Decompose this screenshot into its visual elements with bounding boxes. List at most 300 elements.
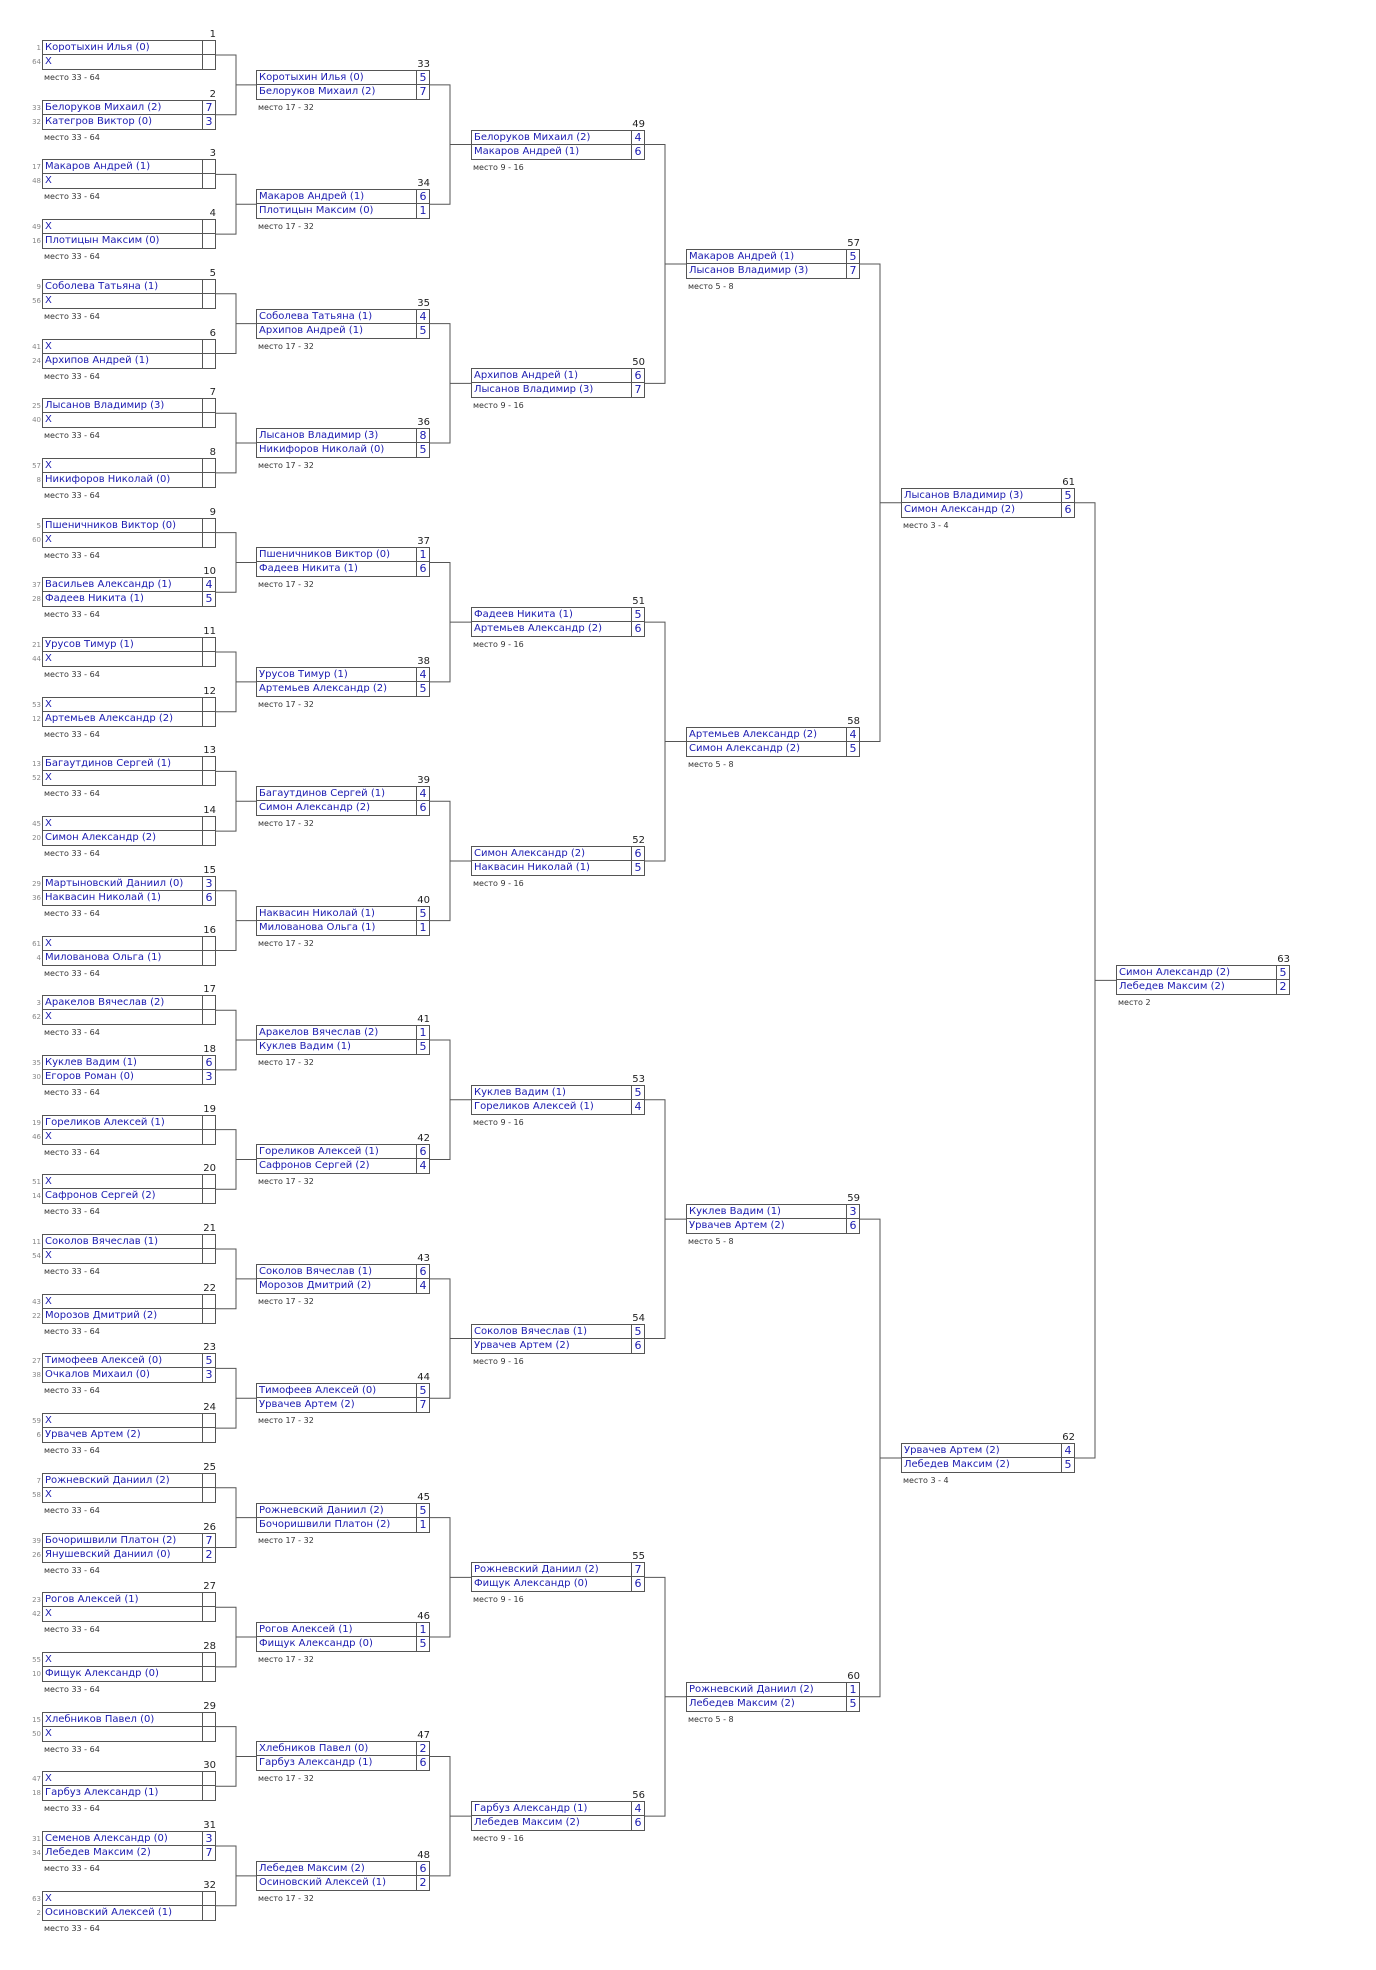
- player-row[interactable]: [32, 890, 216, 906]
- player-row[interactable]: [256, 1503, 430, 1518]
- player-name-link[interactable]: Урусов Тимур (1): [259, 668, 348, 680]
- player-row[interactable]: [32, 1607, 216, 1622]
- player-name-link[interactable]: Осиновский Алексей (1): [45, 1906, 173, 1918]
- player-score: 6: [202, 1055, 215, 1070]
- player-row[interactable]: [36, 279, 216, 294]
- player-name-link[interactable]: Морозов Дмитрий (2): [259, 1279, 372, 1291]
- player-row[interactable]: [471, 1100, 645, 1115]
- player-row[interactable]: [1116, 980, 1290, 995]
- player-name-link[interactable]: Наквасин Николай (1): [474, 861, 590, 873]
- player-name-link[interactable]: Белоруков Михаил (2): [45, 101, 162, 113]
- player-name-link[interactable]: X: [45, 653, 52, 664]
- place-range-label: место 33 - 64: [44, 1267, 100, 1276]
- player-row[interactable]: [32, 234, 216, 249]
- player-name-link[interactable]: Рожневский Даниил (2): [474, 1564, 599, 1576]
- player-row[interactable]: [32, 1727, 216, 1742]
- player-name-link[interactable]: Соколов Вячеслав (1): [45, 1236, 159, 1247]
- player-name-link[interactable]: Симон Александр (2): [689, 742, 801, 754]
- player-name-link[interactable]: Соболева Татьяна (1): [45, 280, 159, 292]
- player-row[interactable]: [32, 1891, 216, 1906]
- player-name-link[interactable]: Симон Александр (2): [259, 802, 371, 814]
- player-row[interactable]: [32, 413, 216, 428]
- player-name-link[interactable]: Бочоришвили Платон (2): [45, 1534, 177, 1546]
- player-name-link[interactable]: Рожневский Даниил (2): [259, 1504, 384, 1516]
- player-name-link[interactable]: Симон Александр (2): [45, 832, 157, 844]
- player-row[interactable]: [686, 727, 860, 742]
- player-name-link[interactable]: Белоруков Михаил (2): [259, 85, 376, 97]
- player-row[interactable]: [256, 1756, 430, 1771]
- player-row[interactable]: [686, 249, 860, 264]
- player-name-link[interactable]: Макаров Андрей (1): [45, 161, 151, 173]
- player-row[interactable]: [256, 428, 430, 443]
- player-name-link[interactable]: Категров Виктор (0): [45, 115, 153, 127]
- player-row[interactable]: [36, 1906, 216, 1921]
- player-name-link[interactable]: Бочоришвили Платон (2): [259, 1518, 391, 1530]
- seed-number: 40: [32, 416, 41, 425]
- player-row[interactable]: [32, 1309, 216, 1324]
- player-row[interactable]: [256, 204, 430, 219]
- player-row[interactable]: [901, 1443, 1075, 1458]
- connector-38: [216, 652, 256, 712]
- player-name-link[interactable]: Артемьев Александр (2): [689, 728, 818, 740]
- player-name-link[interactable]: Лебедев Максим (2): [45, 1847, 151, 1858]
- player-name-link[interactable]: Соболева Татьяна (1): [259, 310, 373, 322]
- player-name-link[interactable]: X: [45, 414, 52, 426]
- player-row[interactable]: [256, 921, 430, 936]
- seed-number: 31: [32, 1835, 41, 1843]
- player-name-link[interactable]: X: [45, 1250, 52, 1261]
- player-score: 1: [416, 1025, 429, 1040]
- player-row[interactable]: [471, 1577, 645, 1592]
- player-row[interactable]: [256, 906, 430, 921]
- match-18: [32, 1043, 216, 1097]
- player-name-link[interactable]: Васильев Александр (1): [45, 579, 172, 591]
- seed-number: 23: [32, 1596, 41, 1605]
- player-row[interactable]: [32, 1592, 216, 1607]
- player-name-link[interactable]: Архипов Андрей (1): [474, 370, 578, 382]
- player-name-link[interactable]: Лысанов Владимир (3): [474, 384, 594, 396]
- player-row[interactable]: [36, 1473, 216, 1488]
- player-row[interactable]: [256, 1622, 430, 1637]
- player-name-link[interactable]: Урвачев Артем (2): [45, 1429, 141, 1441]
- place-range-label: место 33 - 64: [44, 968, 100, 978]
- player-name-link[interactable]: X: [45, 56, 52, 67]
- player-row[interactable]: [32, 100, 216, 115]
- player-name-link[interactable]: X: [45, 1295, 52, 1307]
- player-row[interactable]: [471, 368, 645, 383]
- player-row[interactable]: [256, 1264, 430, 1279]
- match-number: 48: [417, 1849, 430, 1861]
- player-name-link[interactable]: Лысанов Владимир (3): [689, 264, 809, 276]
- player-name-link[interactable]: Гореликов Алексей (1): [474, 1100, 594, 1112]
- player-name-link[interactable]: Наквасин Николай (1): [45, 891, 161, 903]
- player-score: 6: [416, 1755, 429, 1770]
- player-row[interactable]: [471, 622, 645, 637]
- player-name-link[interactable]: Фадеев Никита (1): [474, 609, 573, 621]
- player-name-link[interactable]: Янушевский Даниил (0): [45, 1548, 171, 1560]
- player-name-link[interactable]: X: [45, 459, 52, 471]
- player-score: 5: [416, 681, 429, 696]
- player-name-link[interactable]: Лысанов Владимир (3): [904, 489, 1024, 501]
- player-name-link[interactable]: Куклев Вадим (1): [474, 1086, 566, 1098]
- match-15: [32, 864, 216, 918]
- seed-number: 43: [32, 1297, 41, 1306]
- player-name-link[interactable]: Соколов Вячеслав (1): [474, 1325, 588, 1337]
- player-row[interactable]: [36, 40, 216, 55]
- player-row[interactable]: [32, 458, 216, 473]
- seed-number: 55: [32, 1655, 41, 1664]
- player-name-link[interactable]: Макаров Андрей (1): [259, 191, 365, 203]
- player-row[interactable]: [256, 443, 430, 458]
- player-score: [202, 54, 215, 69]
- player-name-link[interactable]: Рожневский Даниил (2): [45, 1474, 170, 1486]
- player-row[interactable]: [32, 398, 216, 413]
- match-number: 35: [417, 297, 430, 309]
- player-row[interactable]: [256, 1876, 430, 1891]
- player-row[interactable]: [471, 130, 645, 145]
- connector-33: [216, 55, 256, 115]
- player-name-link[interactable]: Фищук Александр (0): [474, 1578, 588, 1590]
- seed-number: 44: [32, 655, 41, 663]
- player-row[interactable]: [32, 1712, 216, 1727]
- player-row[interactable]: [32, 1652, 216, 1667]
- player-row[interactable]: [32, 697, 216, 712]
- player-name-link[interactable]: Симон Александр (2): [1119, 967, 1231, 979]
- player-name-link[interactable]: X: [45, 1415, 52, 1427]
- player-name-link[interactable]: X: [45, 221, 52, 233]
- player-name-link[interactable]: Очкалов Михаил (0): [45, 1369, 150, 1381]
- player-name-link[interactable]: X: [45, 818, 52, 830]
- player-row[interactable]: [36, 473, 216, 488]
- player-row[interactable]: [36, 518, 216, 533]
- player-name-link[interactable]: Осиновский Алексей (1): [259, 1876, 387, 1888]
- player-row[interactable]: [32, 1189, 216, 1204]
- player-name-link[interactable]: Наквасин Николай (1): [259, 907, 375, 919]
- player-score: 5: [416, 442, 429, 457]
- player-row[interactable]: [36, 1428, 216, 1443]
- player-name-link[interactable]: X: [45, 1130, 52, 1142]
- place-range-label: место 33 - 64: [44, 1326, 100, 1336]
- player-row[interactable]: [256, 324, 430, 339]
- player-name-link[interactable]: Архипов Андрей (1): [45, 354, 149, 366]
- player-row[interactable]: [471, 846, 645, 861]
- match-28: [32, 1640, 216, 1694]
- player-name-link[interactable]: Лебедев Максим (2): [1119, 981, 1225, 993]
- player-name-link[interactable]: X: [45, 698, 52, 710]
- player-row[interactable]: [32, 1010, 216, 1025]
- match-number: 25: [203, 1461, 216, 1473]
- player-score: 5: [1061, 1457, 1074, 1472]
- player-row[interactable]: [901, 1458, 1075, 1473]
- player-name-link[interactable]: X: [45, 1653, 52, 1665]
- player-row[interactable]: [32, 816, 216, 831]
- player-row[interactable]: [256, 189, 430, 204]
- player-name-link[interactable]: Гореликов Алексей (1): [259, 1146, 379, 1158]
- player-row[interactable]: [901, 503, 1075, 518]
- player-name-link[interactable]: Симон Александр (2): [904, 503, 1016, 515]
- player-row[interactable]: [32, 831, 216, 846]
- player-name-link[interactable]: Соколов Вячеслав (1): [259, 1265, 373, 1277]
- match-38: [256, 655, 430, 709]
- player-row[interactable]: [32, 1055, 216, 1070]
- player-name-link[interactable]: Урусов Тимур (1): [45, 639, 134, 650]
- player-name-link[interactable]: Лебедев Максим (2): [904, 1458, 1010, 1470]
- player-row[interactable]: [256, 1518, 430, 1533]
- player-name-link[interactable]: Артемьев Александр (2): [45, 712, 174, 724]
- player-name-link[interactable]: Пшеничников Виктор (0): [45, 519, 177, 531]
- player-row[interactable]: [471, 383, 645, 398]
- player-row[interactable]: [256, 1383, 430, 1398]
- match-40: [256, 894, 430, 948]
- player-name-link[interactable]: Хлебников Павел (0): [45, 1713, 155, 1725]
- player-name-link[interactable]: Коротыхин Илья (0): [259, 71, 364, 83]
- connector-46: [216, 1607, 256, 1667]
- player-name-link[interactable]: Артемьев Александр (2): [474, 623, 603, 635]
- player-row[interactable]: [32, 1115, 216, 1130]
- player-name-link[interactable]: Егоров Роман (0): [45, 1070, 134, 1082]
- player-row[interactable]: [256, 562, 430, 577]
- seed-number: 59: [32, 1417, 41, 1426]
- player-row[interactable]: [32, 1234, 216, 1249]
- player-row[interactable]: [32, 712, 216, 727]
- player-row[interactable]: [256, 682, 430, 697]
- player-name-link[interactable]: Макаров Андрей (1): [474, 145, 580, 157]
- player-row[interactable]: [32, 1488, 216, 1503]
- match-number: 20: [203, 1163, 216, 1175]
- player-row[interactable]: [686, 1697, 860, 1712]
- player-score: [202, 159, 215, 174]
- player-row[interactable]: [256, 1040, 430, 1055]
- player-name-link[interactable]: Рожневский Даниил (2): [689, 1683, 814, 1695]
- player-name-link[interactable]: Лебедев Максим (2): [259, 1862, 365, 1874]
- player-row[interactable]: [686, 1204, 860, 1219]
- player-name-link[interactable]: Симон Александр (2): [474, 847, 586, 859]
- player-row[interactable]: [32, 1831, 216, 1846]
- player-row[interactable]: [256, 85, 430, 100]
- player-row[interactable]: [256, 70, 430, 85]
- player-name-link[interactable]: X: [45, 1892, 52, 1904]
- player-name-link[interactable]: Морозов Дмитрий (2): [45, 1309, 158, 1321]
- place-range-label: место 9 - 16: [473, 878, 524, 888]
- player-row[interactable]: [32, 936, 216, 951]
- player-row[interactable]: [256, 667, 430, 682]
- player-row[interactable]: [32, 1846, 216, 1861]
- player-row[interactable]: [32, 1069, 216, 1085]
- player-row[interactable]: [32, 1771, 216, 1786]
- player-name-link[interactable]: Фищук Александр (0): [45, 1667, 159, 1679]
- player-name-link[interactable]: Куклев Вадим (1): [689, 1206, 781, 1218]
- player-name-link[interactable]: Никифоров Николай (0): [259, 444, 385, 456]
- player-name-link[interactable]: Коротыхин Илья (0): [45, 42, 150, 53]
- player-name-link[interactable]: Куклев Вадим (1): [45, 1056, 137, 1068]
- player-score: [202, 1666, 215, 1681]
- player-name-link[interactable]: Плотицын Максим (0): [45, 235, 160, 247]
- player-name-link[interactable]: Пшеничников Виктор (0): [259, 549, 391, 561]
- player-row[interactable]: [32, 1353, 216, 1368]
- player-name-link[interactable]: Урвачев Артем (2): [689, 1220, 785, 1232]
- player-name-link[interactable]: Макаров Андрей (1): [689, 250, 795, 262]
- seed-number: 24: [32, 356, 41, 365]
- player-row[interactable]: [686, 1682, 860, 1697]
- player-score: [202, 1473, 215, 1488]
- player-name-link[interactable]: Тимофеев Алексей (0): [45, 1355, 163, 1367]
- player-name-link[interactable]: X: [45, 175, 52, 187]
- match-62: [901, 1431, 1075, 1485]
- player-row[interactable]: [32, 756, 216, 771]
- player-row[interactable]: [36, 995, 216, 1010]
- player-row[interactable]: [471, 1816, 645, 1831]
- player-name-link[interactable]: X: [45, 294, 52, 306]
- player-row[interactable]: [686, 1219, 860, 1234]
- player-row[interactable]: [471, 1339, 645, 1354]
- player-name-link[interactable]: Милованова Ольга (1): [259, 921, 376, 933]
- player-name-link[interactable]: X: [45, 772, 52, 784]
- match-number: 34: [417, 178, 430, 190]
- player-row[interactable]: [471, 1801, 645, 1816]
- player-row[interactable]: [32, 339, 216, 354]
- player-row[interactable]: [256, 1025, 430, 1040]
- player-name-link[interactable]: Семенов Александр (0): [45, 1833, 168, 1844]
- player-name-link[interactable]: X: [45, 340, 52, 352]
- connector-54: [430, 1279, 471, 1398]
- match-16: [32, 924, 216, 978]
- player-row[interactable]: [256, 1637, 430, 1652]
- player-name-link[interactable]: Никифоров Николай (0): [45, 473, 171, 485]
- player-name-link[interactable]: Урвачев Артем (2): [474, 1339, 570, 1351]
- player-name-link[interactable]: Лысанов Владимир (3): [259, 430, 379, 442]
- player-row[interactable]: [32, 1294, 216, 1309]
- player-row[interactable]: [256, 547, 430, 562]
- player-name-link[interactable]: Рогов Алексей (1): [45, 1594, 139, 1606]
- player-name-link[interactable]: Рогов Алексей (1): [259, 1624, 353, 1636]
- player-score: 6: [416, 800, 429, 815]
- player-row[interactable]: [471, 145, 645, 160]
- connector-60: [645, 1577, 686, 1816]
- player-row[interactable]: [32, 354, 216, 369]
- player-row[interactable]: [32, 1130, 216, 1145]
- player-name-link[interactable]: Лебедев Максим (2): [689, 1697, 795, 1709]
- player-row[interactable]: [32, 1249, 216, 1264]
- player-name-link[interactable]: Урвачев Артем (2): [259, 1399, 355, 1411]
- player-name-link[interactable]: X: [45, 1773, 52, 1785]
- player-name-link[interactable]: Белоруков Михаил (2): [474, 131, 591, 143]
- player-name-link[interactable]: Сафронов Сергей (2): [45, 1190, 156, 1202]
- player-row[interactable]: [32, 1547, 216, 1563]
- player-name-link[interactable]: X: [45, 1176, 52, 1188]
- player-row[interactable]: [36, 951, 216, 966]
- player-row[interactable]: [256, 1279, 430, 1294]
- player-row[interactable]: [256, 1159, 430, 1174]
- player-name-link[interactable]: Фадеев Никита (1): [45, 593, 144, 605]
- player-name-link[interactable]: Лысанов Владимир (3): [45, 400, 165, 412]
- player-name-link[interactable]: Багаутдинов Сергей (1): [259, 788, 385, 800]
- player-name-link[interactable]: Гарбуз Александр (1): [474, 1803, 588, 1815]
- player-row[interactable]: [32, 55, 216, 70]
- player-row[interactable]: [471, 1085, 645, 1100]
- player-row[interactable]: [686, 742, 860, 757]
- player-row[interactable]: [256, 801, 430, 816]
- player-row[interactable]: [32, 637, 216, 652]
- player-name-link[interactable]: Куклев Вадим (1): [259, 1041, 351, 1053]
- player-name-link[interactable]: Урвачев Артем (2): [904, 1444, 1000, 1456]
- player-row[interactable]: [32, 577, 216, 592]
- player-row[interactable]: [32, 652, 216, 667]
- player-name-link[interactable]: Багаутдинов Сергей (1): [45, 758, 171, 770]
- place-range-label: место 33 - 64: [44, 132, 100, 142]
- player-row[interactable]: [256, 1398, 430, 1413]
- player-row[interactable]: [32, 114, 216, 130]
- player-row[interactable]: [256, 1144, 430, 1159]
- player-row[interactable]: [256, 786, 430, 801]
- player-score: [202, 995, 215, 1010]
- player-name-link[interactable]: Артемьев Александр (2): [259, 682, 388, 694]
- player-name-link[interactable]: Мартыновский Даниил (0): [45, 877, 184, 889]
- player-row[interactable]: [32, 219, 216, 234]
- player-row[interactable]: [256, 1741, 430, 1756]
- player-row[interactable]: [32, 1533, 216, 1548]
- player-row[interactable]: [901, 488, 1075, 503]
- player-row[interactable]: [32, 1368, 216, 1383]
- player-row[interactable]: [32, 1174, 216, 1189]
- player-name-link[interactable]: Лебедев Максим (2): [474, 1817, 580, 1829]
- player-row[interactable]: [256, 1861, 430, 1876]
- player-name-link[interactable]: Хлебников Павел (0): [259, 1743, 369, 1755]
- player-row[interactable]: [256, 309, 430, 324]
- player-score: 3: [202, 1831, 215, 1846]
- player-row[interactable]: [471, 1324, 645, 1339]
- player-name-link[interactable]: Аракелов Вячеслав (2): [259, 1027, 379, 1039]
- player-row[interactable]: [471, 1562, 645, 1577]
- player-row[interactable]: [32, 771, 216, 786]
- player-name-link[interactable]: Фадеев Никита (1): [259, 563, 358, 575]
- player-row[interactable]: [471, 607, 645, 622]
- player-name-link[interactable]: X: [45, 533, 52, 545]
- player-row[interactable]: [32, 533, 216, 548]
- seed-number: 21: [32, 641, 41, 649]
- player-name-link[interactable]: Фищук Александр (0): [259, 1638, 373, 1650]
- player-name-link[interactable]: X: [45, 1727, 52, 1739]
- player-name-link[interactable]: Милованова Ольга (1): [45, 951, 162, 963]
- player-row[interactable]: [686, 264, 860, 279]
- player-name-link[interactable]: X: [45, 1488, 52, 1500]
- match-number: 63: [1277, 954, 1290, 966]
- player-name-link[interactable]: Архипов Андрей (1): [259, 324, 363, 336]
- player-row[interactable]: [32, 159, 216, 174]
- player-row[interactable]: [1116, 965, 1290, 980]
- player-name-link[interactable]: Гореликов Алексей (1): [45, 1116, 165, 1128]
- player-row[interactable]: [32, 294, 216, 309]
- player-row[interactable]: [32, 592, 216, 607]
- player-name-link[interactable]: X: [45, 1011, 52, 1023]
- player-name-link[interactable]: Гарбуз Александр (1): [45, 1787, 159, 1799]
- player-row[interactable]: [32, 1667, 216, 1682]
- player-name-link[interactable]: Плотицын Максим (0): [259, 205, 374, 217]
- match-number: 6: [209, 327, 216, 339]
- player-row[interactable]: [32, 876, 216, 891]
- player-name-link[interactable]: Гарбуз Александр (1): [259, 1757, 373, 1769]
- player-row[interactable]: [471, 861, 645, 876]
- player-name-link[interactable]: X: [45, 1608, 52, 1620]
- player-name-link[interactable]: Аракелов Вячеслав (2): [45, 997, 165, 1009]
- player-name-link[interactable]: Сафронов Сергей (2): [259, 1160, 370, 1172]
- player-row[interactable]: [32, 174, 216, 189]
- player-row[interactable]: [32, 1786, 216, 1801]
- player-name-link[interactable]: X: [45, 937, 52, 949]
- player-name-link[interactable]: Тимофеев Алексей (0): [259, 1385, 377, 1397]
- connector-40: [216, 891, 256, 951]
- match-number: 32: [203, 1879, 216, 1891]
- player-row[interactable]: [32, 1413, 216, 1428]
